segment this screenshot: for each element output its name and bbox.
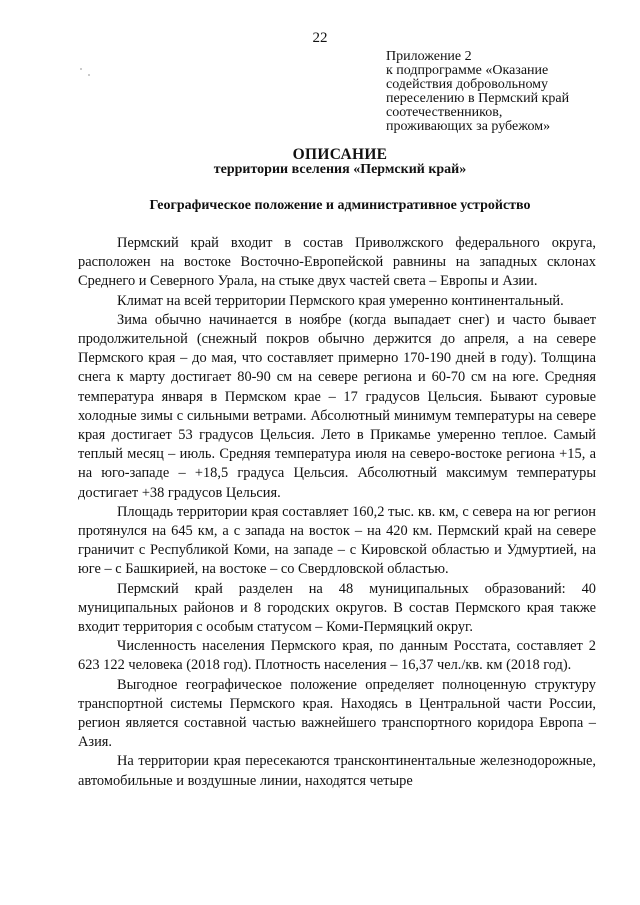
paragraph: Климат на всей территории Пермского края умеренно континентальный. (117, 292, 564, 309)
paragraph: Площадь территории края составляет 160,2 тыс. кв. км, с севера на юг регион протянулся на 645 км, а с запада на восток – на 420 км. Пермский край на севере граничит с Республикой Коми, на западе – с Кировской областью и Удмуртией, на юге – с Башкирией, на востоке – со Свердловской областью. (78, 503, 596, 578)
paragraph: Пермский край разделен на 48 муниципальных образований: 40 муниципальных районов и 8 городских округов. В состав Пермского края также входит территория с особым статусом – Коми-Пермяцкий округ. (78, 580, 596, 636)
document-subtitle: территории вселения «Пермский край» (213, 162, 467, 177)
document-title: ОПИСАНИЕ (292, 146, 388, 163)
scan-artifact (80, 68, 82, 70)
appendix-line: переселению в Пермский край (386, 91, 570, 106)
appendix-block (386, 50, 616, 134)
paragraph: Выгодное географическое положение определяет полноценную структуру транспортной системы Пермского края. Находясь в Центральной части России, регион является составной частью важнейшего транспортного коридора Европа – Азия. (78, 676, 596, 751)
paragraph: На территории края пересекаются трансконтинентальные железнодорожные, автомобильные и воздушные линии, находятся четыре (78, 753, 596, 789)
page-number: 22 (312, 30, 328, 46)
body-text (78, 234, 596, 791)
section-heading: Географическое положение и административное устройство (149, 198, 531, 213)
appendix-line: соотечественников, (386, 105, 503, 120)
appendix-line: содействия добровольному (386, 77, 549, 92)
paragraph: Численность населения Пермского края, по данным Росстата, составляет 2 623 122 человека (2018 год). Плотность населения – 16,37 чел./кв. км (2018 год). (78, 638, 596, 674)
paragraph: Пермский край входит в состав Приволжского федерального округа, расположен на востоке Восточно-Европейской равнины на западных склонах Среднего и Северного Урала, на стыке двух частей света – Европы и Азии. (78, 235, 596, 290)
appendix-line: Приложение 2 (386, 49, 472, 64)
appendix-line: к подпрограмме «Оказание (386, 63, 549, 78)
scan-artifact (88, 74, 90, 76)
paragraph: Зима обычно начинается в ноябре (когда выпадает снег) и часто бывает продолжительной (снежный покров обычно держится до апреля, а на севере Пермского края – до мая, что составляет примерно 170-190 дней в году). Толщина снега к марту достигает 80-90 см на севере региона и 60-70 см на юге. Средняя температура января в Пермском крае – 17 градусов Цельсия. Бывают суровые холодные зимы с сильными ветрами. Абсолютный минимум температуры на севере края достигает 53 градусов Цельсия. Лето в Прикамье умеренно теплое. Самый теплый месяц – июль. Средняя температура июля на северо-востоке региона +15, а на юго-западе – +18,5 градуса Цельсия. Абсолютный максимум температуры достигает +38 градусов Цельсия. (78, 311, 596, 501)
appendix-line: проживающих за рубежом» (386, 119, 551, 134)
